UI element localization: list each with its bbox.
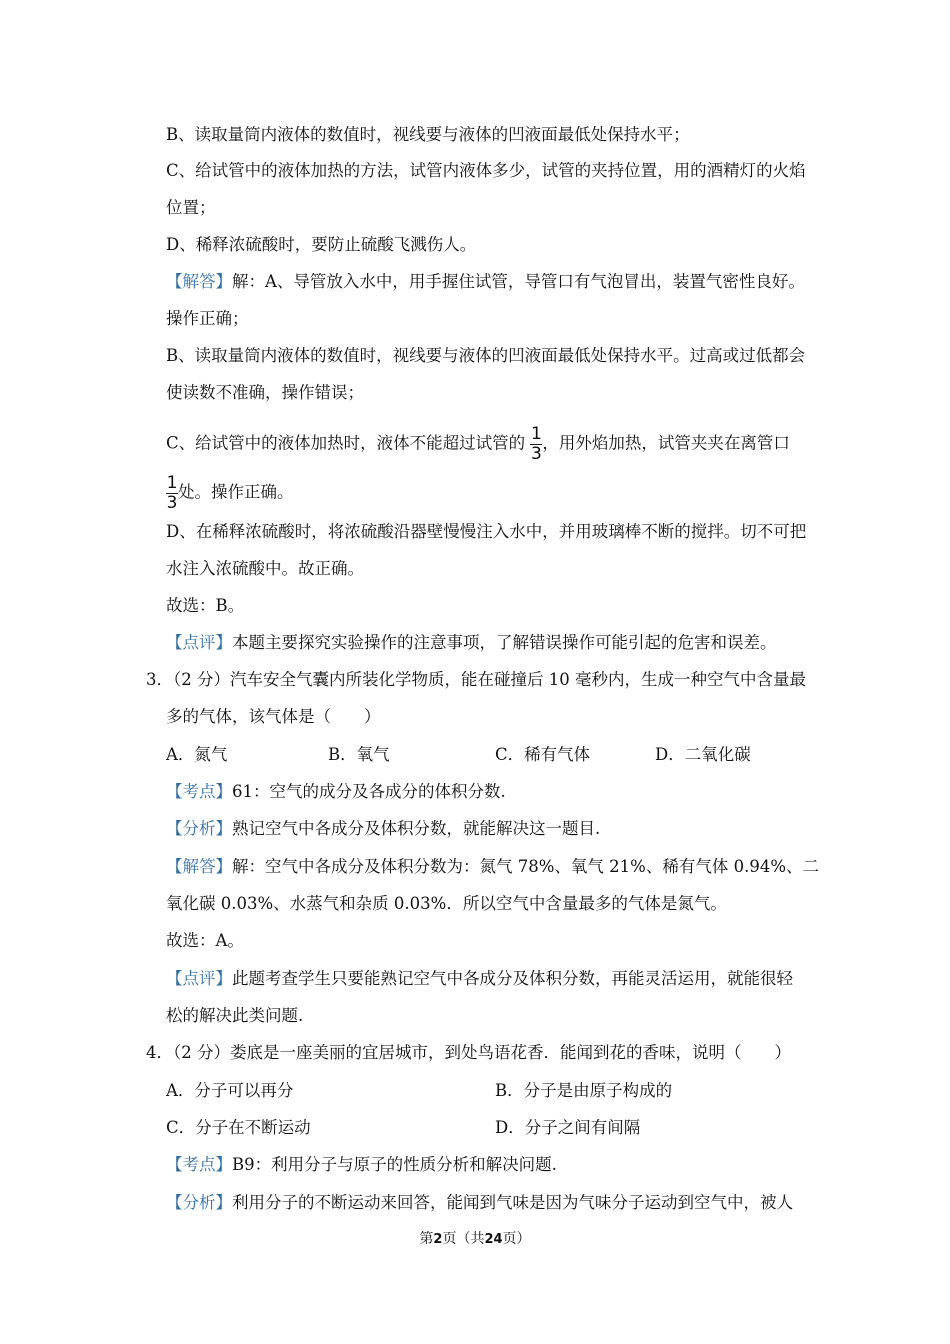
kaodian-line: 【考点】B9：利用分子与原子的性质分析和解决问题. (166, 1155, 557, 1174)
dianping-line: 松的解决此类问题. (166, 1006, 304, 1025)
option-c: C．分子在不断运动 (166, 1118, 311, 1137)
option-a: A．氮气 (166, 745, 228, 764)
fraction: $\frac{1}{3}$ (530, 424, 542, 464)
answer-line: 水注入浓硫酸中。故正确。 (166, 559, 364, 578)
option-b: B．分子是由原子构成的 (495, 1081, 673, 1100)
answer-line-fraction: $\frac{1}{3}$ 处。操作正确。 (166, 473, 294, 513)
option-b: B．氧气 (328, 745, 390, 764)
answer-line: B、读取量筒内液体的数值时，视线要与液体的凹液面最低处保持水平。过高或过低都会 (166, 346, 806, 365)
text-line: 位置； (166, 198, 216, 217)
comment-tag: 【点评】 (166, 633, 232, 652)
dianping-line: 【点评】此题考查学生只要能熟记空气中各成分及体积分数，再能灵活运用，就能很轻 (166, 969, 793, 988)
text-line: C、给试管中的液体加热的方法，试管内液体多少，试管的夹持位置，用的酒精灯的火焰 (166, 161, 806, 180)
page-footer: 第2页（共24页） (419, 1231, 531, 1247)
comment-line: 【点评】本题主要探究实验操作的注意事项，了解错误操作可能引起的危害和误差。 (166, 633, 777, 652)
choice-line: 故选：A。 (166, 931, 244, 950)
fraction: $\frac{1}{3}$ (166, 473, 178, 513)
answer-line: 操作正确； (166, 309, 249, 328)
text-line: D、稀释浓硫酸时，要防止硫酸飞溅伤人。 (166, 235, 477, 254)
jieda-line: 氧化碳 0.03%、水蒸气和杂质 0.03%．所以空气中含量最多的气体是氮气。 (166, 894, 727, 913)
question-3-stem: 多的气体，该气体是（ ） (166, 707, 381, 726)
jieda-line: 【解答】解：空气中各成分及体积分数为：氮气 78%、氧气 21%、稀有气体 0.94%、二 (166, 857, 819, 876)
answer-line: 使读数不准确，操作错误； (166, 383, 364, 402)
answer-tag: 【解答】 (166, 272, 232, 291)
fenxi-line: 【分析】利用分子的不断运动来回答，能闻到气味是因为气味分子运动到空气中，被人 (166, 1193, 793, 1212)
option-d: D．分子之间有间隔 (495, 1118, 641, 1137)
option-a: A．分子可以再分 (166, 1081, 294, 1100)
answer-line: 【解答】解：A、导管放入水中，用手握住试管，导管口有气泡冒出，装置气密性良好。 (166, 272, 805, 291)
page-number: 2 (433, 1232, 443, 1247)
answer-line-fraction: C、给试管中的液体加热时，液体不能超过试管的 $\frac{1}{3}$ ，用外焰加热，试管夹夹在离管口 (166, 424, 790, 464)
option-d: D．二氧化碳 (655, 745, 751, 764)
answer-line: D、在稀释浓硫酸时，将浓硫酸沿器壁慢慢注入水中，并用玻璃棒不断的搅拌。切不可把 (166, 522, 807, 541)
fenxi-line: 【分析】熟记空气中各成分及体积分数，就能解决这一题目. (166, 819, 601, 838)
question-4-stem: 4．（2 分）娄底是一座美丽的宜居城市，到处鸟语花香．能闻到花的香味，说明（ ） (146, 1043, 791, 1062)
kaodian-line: 【考点】61：空气的成分及各成分的体积分数. (166, 782, 506, 801)
option-c: C．稀有气体 (495, 745, 591, 764)
page-total: 24 (484, 1232, 503, 1247)
text-line: B、读取量筒内液体的数值时，视线要与液体的凹液面最低处保持水平； (166, 125, 690, 144)
question-3-stem: 3．（2 分）汽车安全气囊内所装化学物质，能在碰撞后 10 毫秒内，生成一种空气中含量最 (146, 670, 806, 689)
choice-line: 故选：B。 (166, 596, 245, 615)
